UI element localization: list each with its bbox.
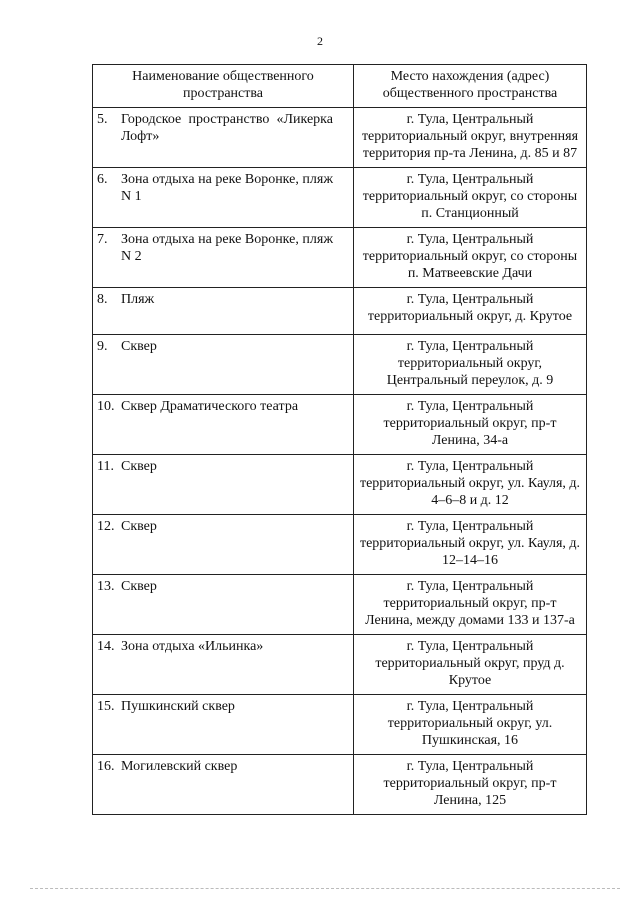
space-address: г. Тула, Центральный территориальный округ, пр-т Ленина, 125: [354, 755, 587, 815]
space-name: Зона отдыха на реке Воронке, пляж N 1: [121, 172, 333, 204]
space-name: Могилевский сквер: [121, 759, 238, 774]
row-number: 16.: [97, 759, 115, 774]
name-cell: [93, 575, 354, 635]
space-name: Пляж: [121, 292, 155, 307]
table-header-row: [93, 65, 587, 108]
name-cell: [93, 455, 354, 515]
space-address: г. Тула, Центральный территориальный округ, со стороны п. Матвеевские Дачи: [354, 228, 587, 288]
scan-edge-line: [30, 888, 620, 889]
name-cell: [93, 228, 354, 288]
space-address: г. Тула, Центральный территориальный округ, пр-т Ленина, между домами 133 и 137-а: [354, 575, 587, 635]
table-row: [93, 395, 587, 455]
space-address: г. Тула, Центральный территориальный округ, внутренняя территория пр-та Ленина, д. 85 и 87: [354, 108, 587, 168]
header-name: Наименование общественного пространства: [93, 65, 354, 108]
space-name: Городское пространство «Ликерка Лофт»: [121, 112, 333, 144]
row-number: 9.: [97, 339, 108, 354]
table-row: [93, 575, 587, 635]
space-address: г. Тула, Центральный территориальный округ, пр-т Ленина, 34-а: [354, 395, 587, 455]
row-number: 14.: [97, 639, 115, 654]
space-name: Сквер: [121, 339, 157, 354]
row-number: 7.: [97, 232, 108, 247]
row-number: 5.: [97, 112, 108, 127]
space-name: Зона отдыха «Ильинка»: [121, 639, 264, 654]
name-cell: [93, 288, 354, 335]
page-number: 2: [317, 34, 323, 48]
space-address: г. Тула, Центральный территориальный округ, пруд д. Крутое: [354, 635, 587, 695]
name-cell: [93, 108, 354, 168]
table-row: [93, 755, 587, 815]
name-cell: [93, 635, 354, 695]
public-spaces-table: [92, 64, 587, 815]
space-address: г. Тула, Центральный территориальный округ, ул. Пушкинская, 16: [354, 695, 587, 755]
space-address: г. Тула, Центральный территориальный округ, со стороны п. Станционный: [354, 168, 587, 228]
row-number: 8.: [97, 292, 108, 307]
row-number: 12.: [97, 519, 115, 534]
row-number: 13.: [97, 579, 115, 594]
name-cell: [93, 168, 354, 228]
row-number: 10.: [97, 399, 115, 414]
table-row: [93, 455, 587, 515]
name-cell: [93, 515, 354, 575]
space-address: г. Тула, Центральный территориальный округ, ул. Кауля, д. 12–14–16: [354, 515, 587, 575]
space-name: Пушкинский сквер: [121, 699, 235, 714]
row-number: 11.: [97, 459, 114, 474]
space-name: Сквер: [121, 459, 157, 474]
space-address: г. Тула, Центральный территориальный округ, Центральный переулок, д. 9: [354, 335, 587, 395]
name-cell: [93, 395, 354, 455]
table-row: [93, 695, 587, 755]
space-name: Сквер: [121, 579, 157, 594]
name-cell: [93, 335, 354, 395]
space-address: г. Тула, Центральный территориальный округ, д. Крутое: [354, 288, 587, 335]
table-row: [93, 335, 587, 395]
space-name: Сквер: [121, 519, 157, 534]
table-row: [93, 515, 587, 575]
table-row: [93, 108, 587, 168]
table-row: [93, 228, 587, 288]
space-name: Сквер Драматического театра: [121, 399, 299, 414]
table-row: [93, 635, 587, 695]
row-number: 15.: [97, 699, 115, 714]
space-name: Зона отдыха на реке Воронке, пляж N 2: [121, 232, 333, 264]
header-address: Место нахождения (адрес) общественного пространства: [354, 65, 587, 108]
row-number: 6.: [97, 172, 108, 187]
table-row: [93, 168, 587, 228]
table-row: [93, 288, 587, 335]
name-cell: [93, 755, 354, 815]
space-address: г. Тула, Центральный территориальный округ, ул. Кауля, д. 4–6–8 и д. 12: [354, 455, 587, 515]
name-cell: [93, 695, 354, 755]
